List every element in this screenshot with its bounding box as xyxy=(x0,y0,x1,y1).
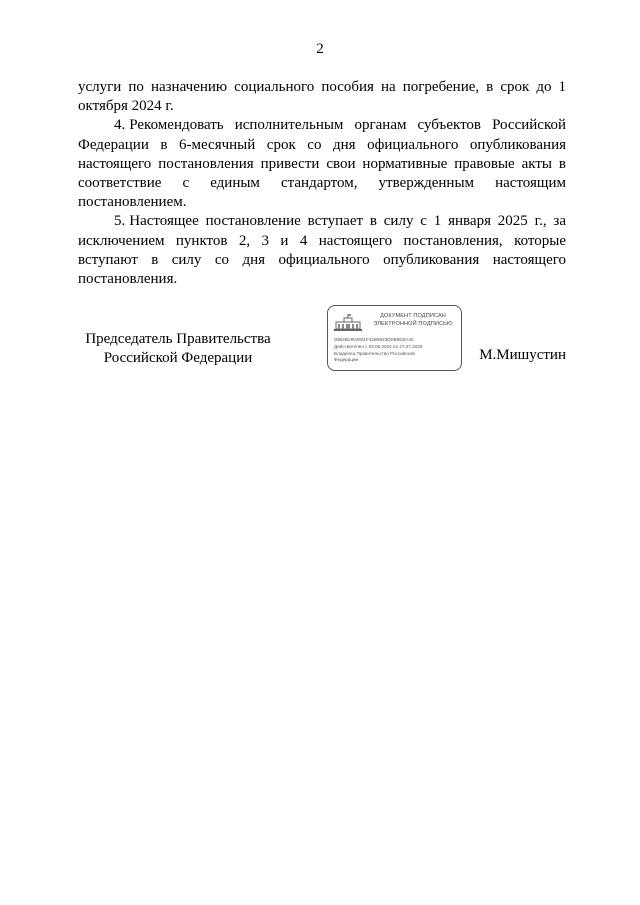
paragraph-item-4 xyxy=(78,116,566,212)
paragraph-number: 4. xyxy=(114,117,126,134)
signer-name: М.Мишустин xyxy=(479,347,566,363)
stamp-owner-line1: Владелец Правительство Российской xyxy=(334,351,415,356)
paragraph-text: услуги по назначению социального пособия на погребение, в срок до 1 октября 2024 г. xyxy=(78,79,566,115)
stamp-certificate: 00B36D903921F42B9823DDB6D0A4C xyxy=(334,337,415,342)
stamp-validity: Действителен с 03.06.2024 по 27.07.2025 xyxy=(334,344,423,349)
stamp-title-line2: ЭЛЕКТРОННОЙ ПОДПИСЬЮ xyxy=(373,320,453,327)
page-number: 2 xyxy=(316,41,324,57)
paragraph-continuation xyxy=(78,78,566,116)
stamp-title-line1: ДОКУМЕНТ ПОДПИСАН xyxy=(380,313,446,319)
signer-position-line2: Российской Федерации xyxy=(103,350,253,366)
document-body xyxy=(78,78,566,289)
government-building-icon xyxy=(334,314,362,332)
paragraph-text: Настоящее постановление вступает в силу с 1 января 2025 г., за исключением пунктов 2, 3 и 4 настоящего постановления, которые вступают в силу со дня официального опубликования настоящего постановления. xyxy=(78,213,566,288)
paragraph-text: Рекомендовать исполнительным органам субъектов Российской Федерации в 6-месячный срок со дня официального опубликования настоящего постановления привести свои нормативные правовые акты в соответствие с единым стандартом, утвержденным настоящим постановлением. xyxy=(78,117,566,211)
stamp-owner-line2: Федерации xyxy=(334,357,359,362)
signer-position xyxy=(78,330,278,368)
stamp-title xyxy=(366,313,460,328)
signer-position-line1: Председатель Правительства xyxy=(85,331,271,347)
electronic-signature-stamp xyxy=(327,305,462,371)
paragraph-number: 5. xyxy=(114,213,126,230)
paragraph-item-5 xyxy=(78,212,566,289)
